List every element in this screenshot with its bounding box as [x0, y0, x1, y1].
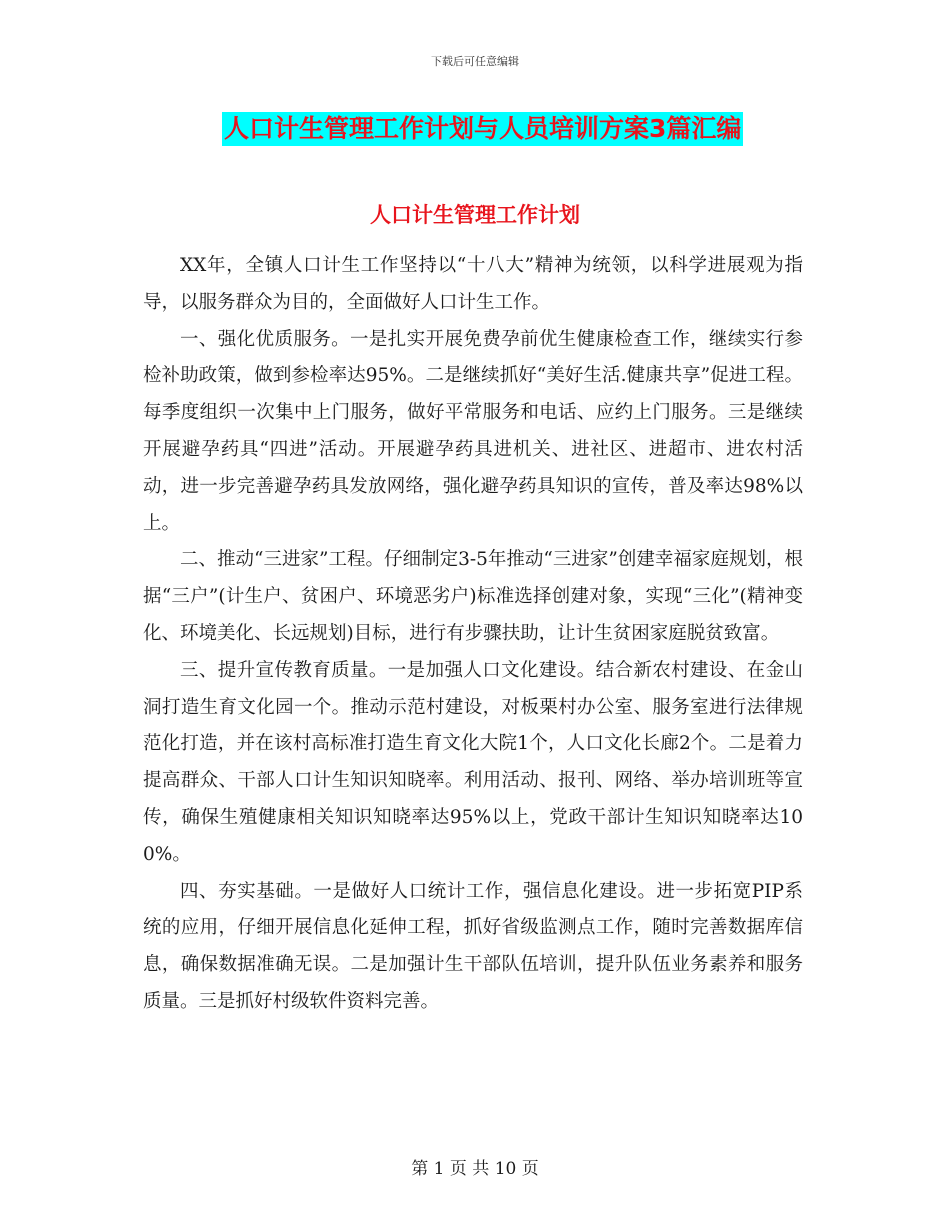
- paragraph-2: 二、推动“三进家”工程。仔细制定3-5年推动“三进家”创建幸福家庭规划，根据“三户”(计生户、贫困户、环境恶劣户)标准选择创建对象，实现“三化”(精神变化、环境美化、长远规划)目标，进行有步骤扶助，让计生贫困家庭脱贫致富。: [143, 549, 803, 644]
- header-note: 下载后可任意编辑: [431, 55, 519, 68]
- document-title: 人口计生管理工作计划与人员培训方案3篇汇编: [222, 112, 743, 146]
- paragraph-4: 四、夯实基础。一是做好人口统计工作，强信息化建设。进一步拓宽PIP系统的应用，仔细开展信息化延伸工程，抓好省级监测点工作，随时完善数据库信息，确保数据准确无误。二是加强计生干部队伍培训，提升队伍业务素养和服务质量。三是抓好村级软件资料完善。: [143, 880, 803, 1012]
- paragraph-3: 三、提升宣传教育质量。一是加强人口文化建设。结合新农村建设、在金山洞打造生育文化园一个。推动示范村建设，对板栗村办公室、服务室进行法律规范化打造，并在该村高标准打造生育文化大院1个，人口文化长廊2个。二是着力提高群众、干部人口计生知识知晓率。利用活动、报刊、网络、举办培训班等宣传，确保生殖健康相关知识知晓率达95%以上，党政干部计生知识知晓率达100%。: [143, 659, 803, 865]
- document-title-container: [222, 112, 743, 146]
- document-body: [143, 248, 803, 1021]
- paragraph-intro: XX年，全镇人口计生工作坚持以“十八大”精神为统领，以科学进展观为指导，以服务群众为目的，全面做好人口计生工作。: [143, 255, 803, 313]
- page-footer: 第 1 页 共 10 页: [411, 1159, 539, 1179]
- paragraph-1: 一、强化优质服务。一是扎实开展免费孕前优生健康检查工作，继续实行参检补助政策，做到参检率达95%。二是继续抓好“美好生活.健康共享”促进工程。每季度组织一次集中上门服务，做好平常服务和电话、应约上门服务。三是继续开展避孕药具“四进”活动。开展避孕药具进机关、进社区、进超市、进农村活动，进一步完善避孕药具发放网络，强化避孕药具知识的宣传，普及率达98%以上。: [143, 328, 803, 534]
- section-title: 人口计生管理工作计划: [370, 203, 580, 227]
